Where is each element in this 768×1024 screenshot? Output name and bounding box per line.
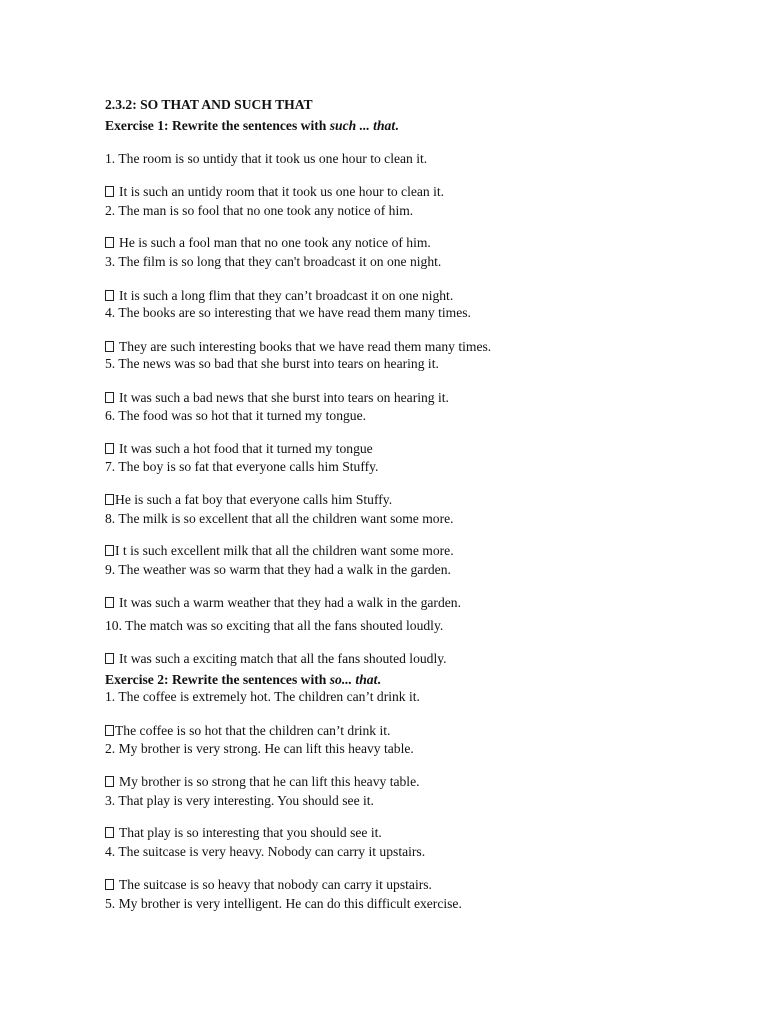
answer-marker-icon [105,392,114,403]
ex2-answer-3 [105,825,382,841]
exercise-2-title-prefix: Exercise 2: Rewrite the sentences with [105,672,330,687]
ex1-answer-9 [105,595,461,611]
answer-marker-icon [105,341,114,352]
ex1-answer-4 [105,339,491,355]
ex1-question-10: 10. The match was so exciting that all the fans shouted loudly. [105,618,444,633]
ex1-answer-1 [105,184,444,200]
ex1-answer-5-text: It was such a bad news that she burst into tears on hearing it. [119,390,449,405]
ex2-question-2: 2. My brother is very strong. He can lift this heavy table. [105,741,414,756]
ex2-question-4: 4. The suitcase is very heavy. Nobody can carry it upstairs. [105,844,426,859]
answer-marker-icon [105,186,114,197]
ex2-question-5: 5. My brother is very intelligent. He can do this difficult exercise. [105,896,462,911]
exercise-2-title-suffix: . [377,672,381,687]
ex1-answer-10-text: It was such a exciting match that all the fans shouted loudly. [119,651,447,666]
answer-marker-icon [105,827,114,838]
answer-marker-icon [105,597,114,608]
ex1-answer-1-text: It is such an untidy room that it took us one hour to clean it. [119,184,445,199]
ex1-answer-4-text: They are such interesting books that we have read them many times. [119,339,492,354]
ex2-answer-1 [105,723,390,739]
ex1-question-4: 4. The books are so interesting that we have read them many times. [105,305,471,320]
answer-marker-icon [105,443,114,454]
exercise-1-title [105,118,399,134]
ex1-question-7: 7. The boy is so fat that everyone calls him Stuffy. [105,459,379,474]
answer-marker-icon [105,776,114,787]
answer-marker-icon [105,653,114,664]
ex1-answer-10 [105,651,447,667]
ex1-answer-9-text: It was such a warm weather that they had a walk in the garden. [119,595,461,610]
ex2-answer-4 [105,877,432,893]
ex2-answer-1-text: The coffee is so hot that the children can’t drink it. [115,723,391,738]
ex1-question-8: 8. The milk is so excellent that all the children want some more. [105,511,454,526]
ex1-question-1: 1. The room is so untidy that it took us one hour to clean it. [105,151,428,166]
ex1-question-6: 6. The food was so hot that it turned my tongue. [105,408,367,423]
answer-marker-icon [105,879,114,890]
section-heading: 2.3.2: SO THAT AND SUCH THAT [105,97,313,112]
ex1-answer-3 [105,288,453,304]
ex1-answer-3-text: It is such a long flim that they can’t broadcast it on one night. [119,288,454,303]
ex2-answer-3-text: That play is so interesting that you should see it. [119,825,382,840]
ex1-answer-7 [105,492,392,508]
exercise-2-title-emphasis: so... that [329,672,378,687]
ex1-answer-5 [105,390,449,406]
ex1-answer-2-text: He is such a fool man that no one took any notice of him. [119,235,431,250]
answer-marker-icon [105,290,114,301]
ex1-answer-7-text: He is such a fat boy that everyone calls him Stuffy. [115,492,393,507]
ex2-question-1: 1. The coffee is extremely hot. The children can’t drink it. [105,689,420,704]
answer-marker-icon [105,725,114,736]
answer-marker-icon [105,237,114,248]
exercise-1-title-suffix: . [395,118,399,133]
ex1-answer-8-text: I t is such excellent milk that all the children want some more. [115,543,454,558]
exercise-1-title-emphasis: such ... that [329,118,396,133]
ex2-answer-2 [105,774,420,790]
ex1-answer-8 [105,543,454,559]
ex1-answer-6 [105,441,373,457]
exercise-2-title [105,672,381,688]
ex1-question-2: 2. The man is so fool that no one took any notice of him. [105,203,414,218]
ex1-question-3: 3. The film is so long that they can't broadcast it on one night. [105,254,442,269]
ex1-question-5: 5. The news was so bad that she burst into tears on hearing it. [105,356,439,371]
exercise-1-title-prefix: Exercise 1: Rewrite the sentences with [105,118,330,133]
ex1-answer-2 [105,235,431,251]
ex2-question-3: 3. That play is very interesting. You should see it. [105,793,374,808]
ex2-answer-2-text: My brother is so strong that he can lift this heavy table. [119,774,420,789]
answer-marker-icon [105,494,114,505]
answer-marker-icon [105,545,114,556]
ex2-answer-4-text: The suitcase is so heavy that nobody can carry it upstairs. [119,877,432,892]
ex1-answer-6-text: It was such a hot food that it turned my tongue [119,441,373,456]
ex1-question-9: 9. The weather was so warm that they had a walk in the garden. [105,562,451,577]
